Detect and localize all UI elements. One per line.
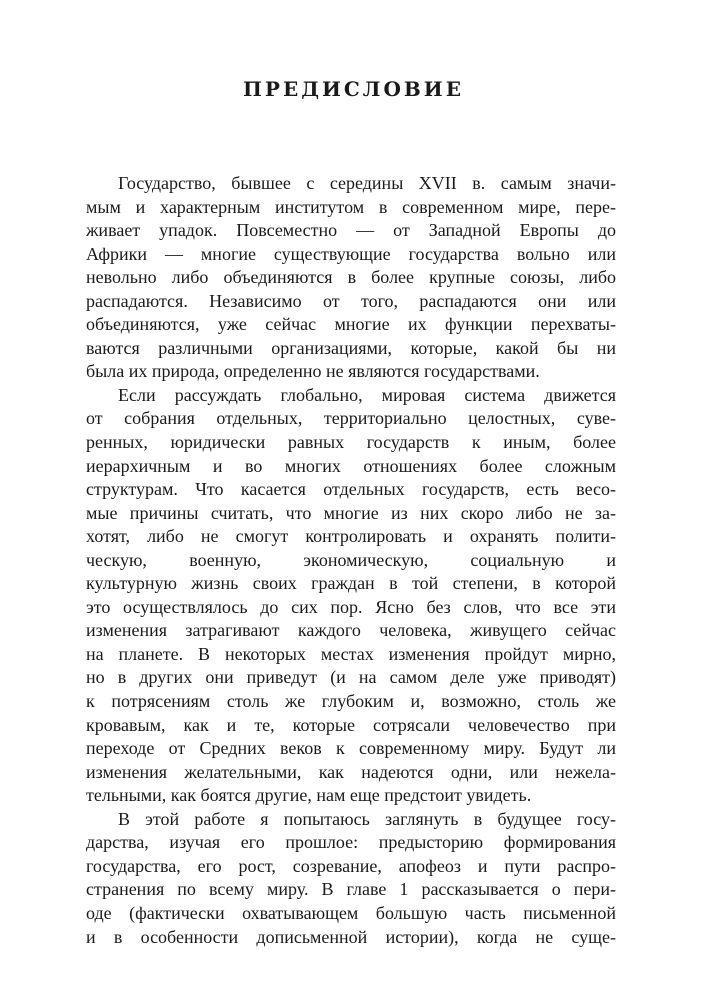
text-line: мые причины считать, что многие из них скоро либо не за- bbox=[86, 502, 616, 523]
text-line: ческую, военную, экономическую, социальную и bbox=[86, 549, 616, 570]
text-line: Если рассуждать глобально, мировая система движется bbox=[118, 384, 616, 405]
text-line: тельными, как боятся другие, нам еще предстоит увидеть. bbox=[86, 785, 532, 806]
text-line: культурную жизнь своих граждан в той степени, в которой bbox=[86, 573, 616, 594]
text-line: странения по всему миру. В главе 1 рассказывается о пери- bbox=[86, 879, 616, 900]
text-line: В этой работе я попытаюсь заглянуть в будущее госу- bbox=[118, 808, 616, 829]
text-line: живает упадок. Повсеместно — от Западной Европы до bbox=[86, 220, 616, 241]
text-line: Африки — многие существующие государства вольно или bbox=[86, 243, 616, 264]
text-line: и в особенности дописьменной истории), когда не суще- bbox=[86, 926, 616, 947]
text-line: объединяются, уже сейчас многие их функции перехваты- bbox=[86, 314, 616, 335]
text-line: иерархичным и во многих отношениях более сложным bbox=[86, 455, 616, 476]
text-line: изменения желательными, как надеются одни, или нежела- bbox=[86, 761, 616, 782]
text-line: хотят, либо не смогут контролировать и охранять полити- bbox=[86, 526, 616, 547]
text-line: оде (фактически охватывающем большую часть письменной bbox=[86, 902, 616, 923]
text-line: государства, его рост, созревание, апофеоз и пути распро- bbox=[86, 855, 616, 876]
text-line: мым и характерным институтом в современном мире, пере- bbox=[86, 196, 616, 217]
text-line: переходе от Средних веков к современному миру. Будут ли bbox=[86, 738, 616, 759]
text-line: от собрания отдельных, территориально целостных, суве- bbox=[86, 408, 616, 429]
text-line: распадаются. Независимо от того, распадаются они или bbox=[86, 290, 616, 311]
text-line: дарства, изучая его прошлое: предысторию формирования bbox=[86, 832, 616, 853]
text-line: Государство, бывшее с середины XVII в. самым значи- bbox=[118, 173, 616, 193]
text-line: структурам. Что касается отдельных государств, есть весо- bbox=[86, 479, 616, 500]
text-line: была их природа, определенно не являются государствами. bbox=[86, 361, 540, 382]
text-line: ренных, юридически равных государств к иным, более bbox=[86, 432, 616, 453]
text-line: кровавым, как и те, которые сотрясали человечество при bbox=[86, 714, 616, 735]
chapter-title: ПРЕДИСЛОВИЕ bbox=[243, 77, 464, 101]
text-line: невольно либо объединяются в более крупные союзы, либо bbox=[86, 267, 616, 288]
text-line: к потрясениям столь же глубоким и, возможно, столь же bbox=[86, 691, 616, 712]
text-line: на планете. В некоторых местах изменения пройдут мирно, bbox=[86, 643, 616, 664]
text-line: это осуществлялось до сих пор. Ясно без слов, что все эти bbox=[86, 596, 616, 617]
text-line: изменения затрагивают каждого человека, живущего сейчас bbox=[86, 620, 616, 641]
text-line: ваются различными организациями, которые, какой бы ни bbox=[86, 337, 616, 358]
body-text bbox=[86, 172, 616, 949]
text-line: но в других они приведут (и на самом деле уже приводят) bbox=[86, 667, 616, 688]
